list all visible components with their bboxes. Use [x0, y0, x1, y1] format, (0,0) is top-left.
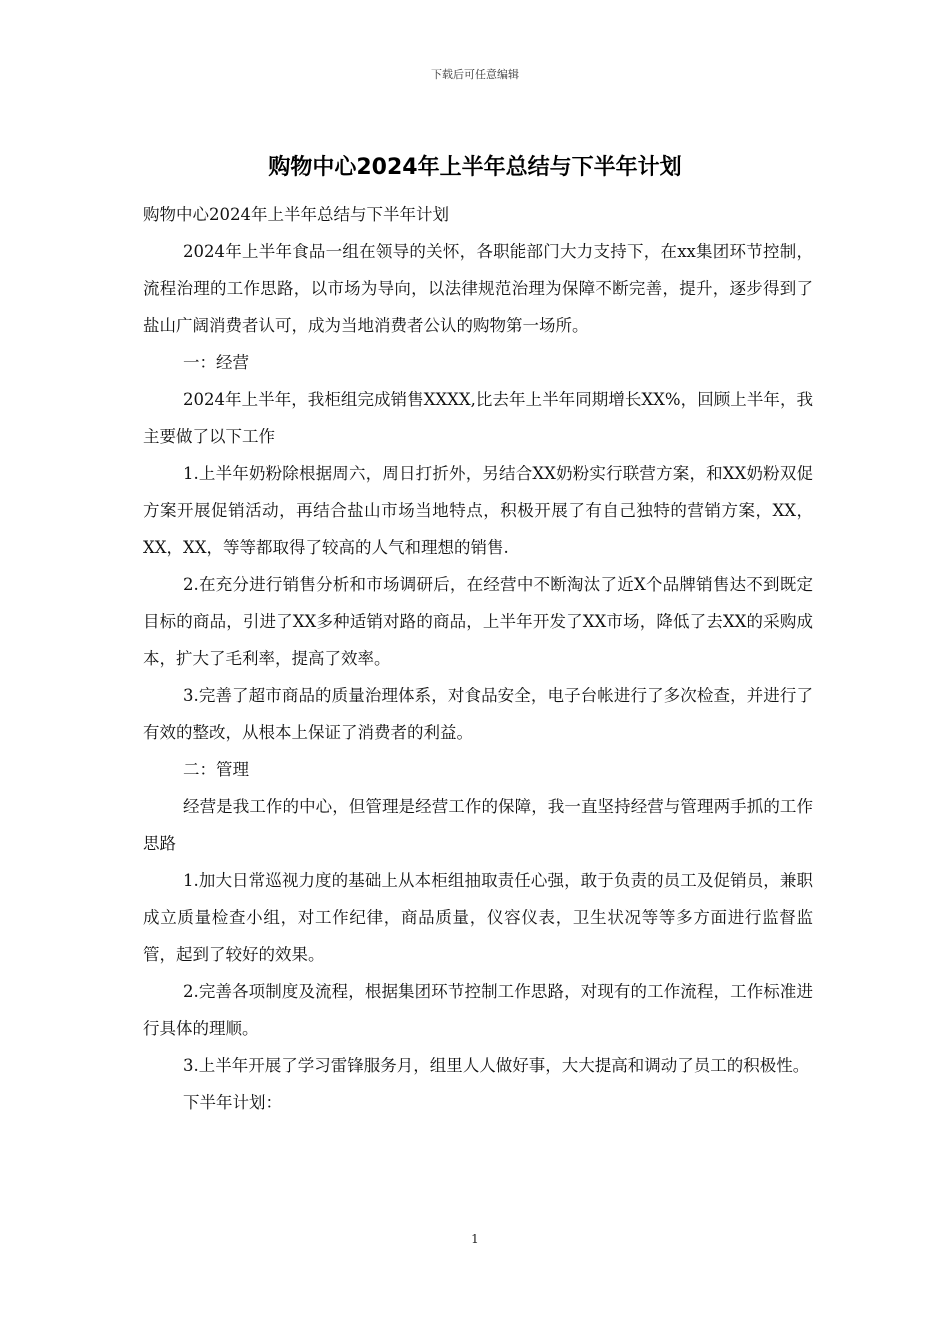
list-item: 2.完善各项制度及流程，根据集团环节控制工作思路，对现有的工作流程，工作标准进行具体的理顺。 — [143, 982, 813, 1038]
page-header: 下载后可任意编辑 — [431, 68, 519, 81]
list-item: 1.加大日常巡视力度的基础上从本柜组抽取责任心强，敢于负责的员工及促销员，兼职成立质量检查小组，对工作纪律，商品质量，仪容仪表，卫生状况等等多方面进行监督监管，起到了较好的效果。 — [143, 871, 813, 964]
document-body — [143, 196, 813, 1121]
list-item: 1.上半年奶粉除根据周六，周日打折外，另结合XX奶粉实行联营方案，和XX奶粉双促方案开展促销活动，再结合盐山市场当地特点，积极开展了有自己独特的营销方案，XX，XX，XX，等等都取得了较高的人气和理想的销售. — [143, 464, 813, 557]
list-item: 2.在充分进行销售分析和市场调研后，在经营中不断淘汰了近X个品牌销售达不到既定目标的商品，引进了XX多种适销对路的商品，上半年开发了XX市场，降低了去XX的采购成本，扩大了毛利率，提高了效率。 — [143, 575, 813, 668]
paragraph: 购物中心2024年上半年总结与下半年计划 — [143, 205, 449, 224]
section-heading: 一：经营 — [183, 353, 249, 372]
section-heading: 下半年计划： — [183, 1093, 282, 1112]
list-item: 3.完善了超市商品的质量治理体系，对食品安全，电子台帐进行了多次检查，并进行了有效的整改，从根本上保证了消费者的利益。 — [143, 686, 813, 742]
paragraph: 经营是我工作的中心，但管理是经营工作的保障，我一直坚持经营与管理两手抓的工作思路 — [143, 797, 813, 853]
document-title: 购物中心2024年上半年总结与下半年计划 — [268, 155, 682, 180]
list-item: 3.上半年开展了学习雷锋服务月，组里人人做好事，大大提高和调动了员工的积极性。 — [183, 1056, 810, 1075]
paragraph: 2024年上半年，我柜组完成销售XXXX,比去年上半年同期增长XX%，回顾上半年，我主要做了以下工作 — [143, 390, 813, 446]
paragraph: 2024年上半年食品一组在领导的关怀，各职能部门大力支持下，在xx集团环节控制，流程治理的工作思路，以市场为导向，以法律规范治理为保障不断完善，提升，逐步得到了盐山广阔消费者认可，成为当地消费者公认的购物第一场所。 — [143, 242, 813, 335]
section-heading: 二：管理 — [183, 760, 249, 779]
page-number: 1 — [471, 1232, 479, 1246]
